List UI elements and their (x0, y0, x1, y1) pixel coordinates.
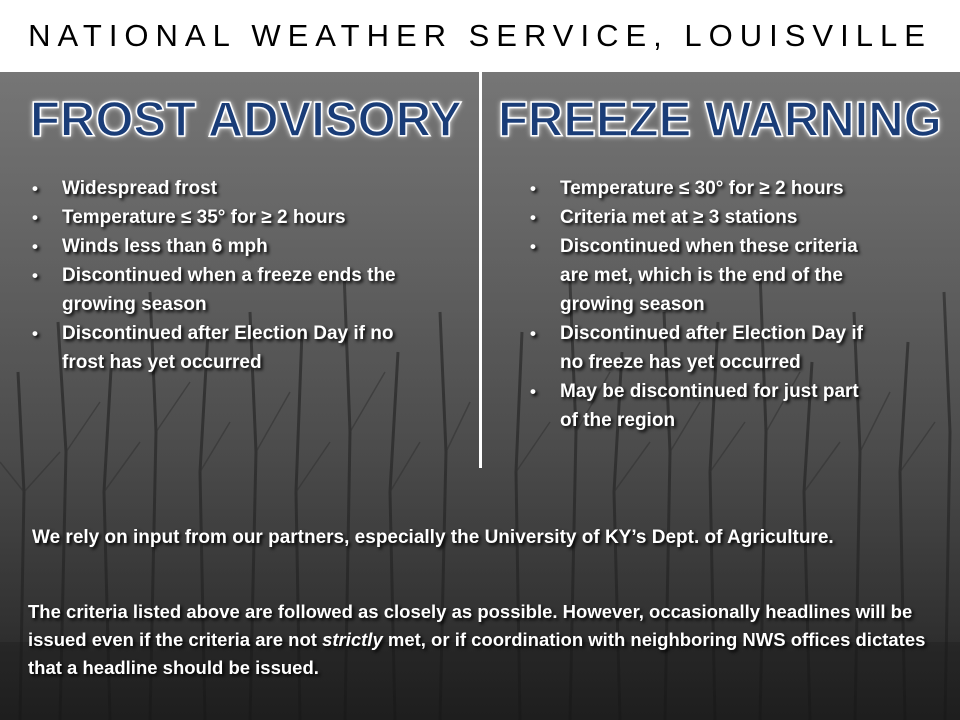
criteria-item-text: Temperature ≤ 35° for ≥ 2 hours (62, 207, 346, 228)
criteria-note-text: The criteria listed above are followed as closely as possible. However, occasionally headlines will be issued even if the criteria are not (28, 601, 913, 650)
column-divider (479, 72, 482, 468)
page-title: NATIONAL WEATHER SERVICE, LOUISVILLE (28, 18, 932, 53)
criteria-item-text: of the region (560, 410, 676, 431)
criteria-item (528, 203, 938, 232)
frost-advisory-heading: FROST ADVISORY (30, 93, 462, 147)
criteria-item (528, 319, 938, 377)
header-bar (0, 0, 960, 72)
criteria-item (30, 174, 460, 203)
freeze-warning-heading: FREEZE WARNING (498, 93, 942, 147)
criteria-item-text: Discontinued after Election Day if (560, 323, 863, 344)
bullet-icon: • (530, 382, 536, 401)
background-photo (0, 72, 960, 720)
bullet-icon: • (32, 179, 38, 198)
criteria-item-text: Winds less than 6 mph (62, 236, 268, 257)
frost-criteria-list (30, 174, 460, 377)
criteria-item-text: Discontinued when these criteria (560, 236, 858, 257)
criteria-item (30, 232, 460, 261)
criteria-item (528, 232, 938, 319)
criteria-item-text: growing season (62, 294, 207, 315)
criteria-item-text: are met, which is the end of the (560, 265, 843, 286)
bullet-icon: • (32, 208, 38, 227)
criteria-item-text: Criteria met at ≥ 3 stations (560, 207, 798, 228)
criteria-item (528, 174, 938, 203)
bullet-icon: • (32, 266, 38, 285)
criteria-item-text: Discontinued when a freeze ends the (62, 265, 396, 286)
bullet-icon: • (530, 324, 536, 343)
criteria-item-text: Temperature ≤ 30° for ≥ 2 hours (560, 178, 844, 199)
criteria-item-text: growing season (560, 294, 705, 315)
bullet-icon: • (32, 324, 38, 343)
criteria-item-text: Widespread frost (62, 178, 218, 199)
criteria-item-text: frost has yet occurred (62, 352, 262, 373)
criteria-note (28, 598, 933, 682)
bullet-icon: • (530, 237, 536, 256)
criteria-item-text: May be discontinued for just part (560, 381, 859, 402)
partners-statement: We rely on input from our partners, especially the University of KY’s Dept. of Agriculture. (32, 527, 834, 548)
criteria-item-text: no freeze has yet occurred (560, 352, 801, 373)
criteria-item-text: Discontinued after Election Day if no (62, 323, 394, 344)
criteria-item (30, 319, 460, 377)
freeze-criteria-list (528, 174, 938, 435)
bullet-icon: • (530, 179, 536, 198)
criteria-item (30, 261, 460, 319)
bullet-icon: • (530, 208, 536, 227)
criteria-item (528, 377, 938, 435)
criteria-note-text-end: met, or if coordination with neighboring NWS offices dictates that a headline should be issued. (28, 629, 926, 678)
bullet-icon: • (32, 237, 38, 256)
criteria-item (30, 203, 460, 232)
criteria-note-emphasis: strictly (322, 629, 383, 650)
